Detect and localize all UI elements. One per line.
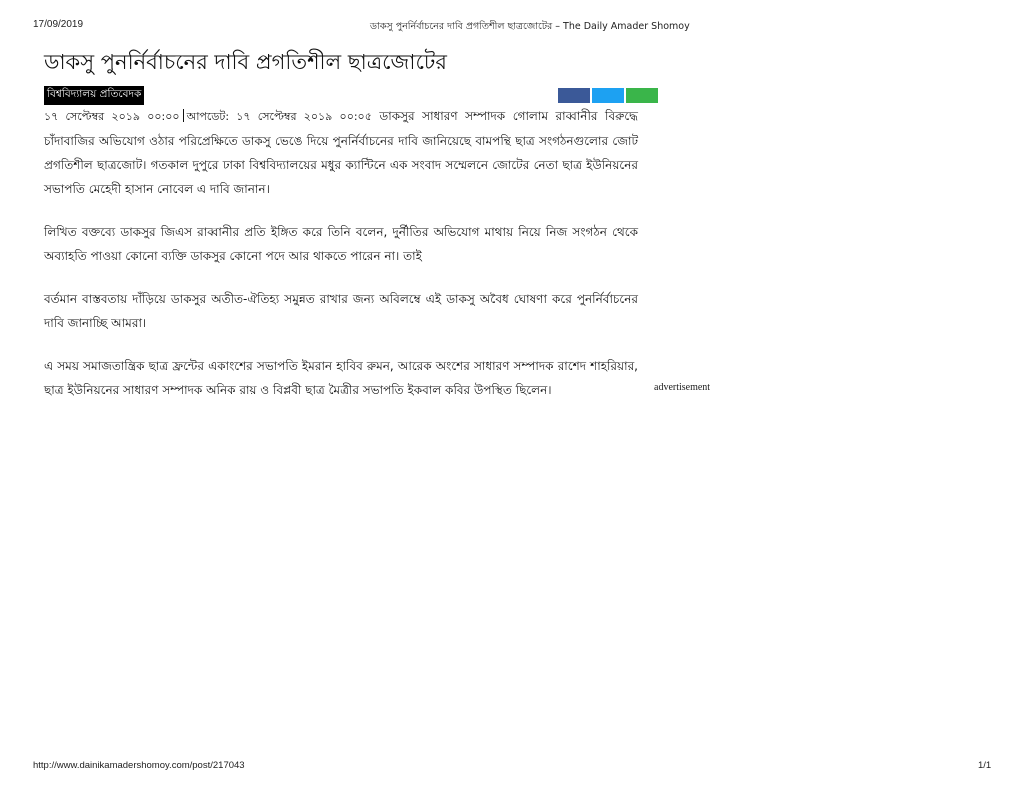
print-page-number: 1/1 <box>978 760 992 771</box>
article-paragraph: এ সময় সমাজতান্ত্রিক ছাত্র ফ্রন্টের একাংশের সভাপতি ইমরান হাবিব রুমন, আরেক অংশের সাধারণ সম্পাদক রাশেদ শাহরিয়ার, ছাত্র ইউনিয়নের সাধারণ সম্পাদক অনিক রায় ও বিপ্লবী ছাত্র মৈত্রীর সভাপতি ইকবাল কবির উপস্থিত ছিলেন। <box>44 359 638 397</box>
dateline-divider <box>183 109 184 122</box>
advertisement-label: advertisement <box>654 382 711 393</box>
print-date: 17/09/2019 <box>33 19 84 30</box>
article-paragraph: বর্তমান বাস্তবতায় দাঁড়িয়ে ডাকসুর অতীত-ঐতিহ্য সমুন্নত রাখার জন্য অবিলম্বে এই ডাকসু অবৈধ ঘোষণা করে পুনর্নির্বাচনের দাবি জানাচ্ছি আমরা। <box>44 292 638 330</box>
update-date: আপডেট: ১৭ সেপ্টেম্বর ২০১৯ ০০:০৫ <box>186 110 372 123</box>
article-paragraph <box>44 104 638 201</box>
twitter-share-button[interactable] <box>592 88 624 103</box>
facebook-share-button[interactable] <box>558 88 590 103</box>
print-footer-url: http://www.dainikamadershomoy.com/post/217043 <box>33 760 245 771</box>
author-badge[interactable]: বিশ্ববিদ্যালয় প্রতিবেদক <box>44 86 144 105</box>
share-bar <box>558 88 658 103</box>
paragraph-text: ডাকসুর সাধারণ সম্পাদক গোলাম রাব্বানীর বিরুদ্ধে চাঁদাবাজির অভিযোগ ওঠার পরিপ্রেক্ষিতে ডাকসু ভেঙে দিয়ে পুনর্নির্বাচনের দাবি জানিয়েছে বামপন্থি ছাত্র সংগঠনগুলোর জোট প্রগতিশীল ছাত্রজোট। গতকাল দুপুরে ঢাকা বিশ্ববিদ্যালয়ের মধুর ক্যান্টিনে এক সংবাদ সম্মেলনে জোটের নেতা ছাত্র ইউনিয়নের সভাপতি মেহেদী হাসান নোবেল এ দাবি জানান। <box>44 109 638 196</box>
whatsapp-share-button[interactable] <box>626 88 658 103</box>
article-headline: ডাকসু পুনর্নির্বাচনের দাবি প্রগতিশীল ছাত্রজোটের <box>44 50 447 74</box>
publish-date: ১৭ সেপ্টেম্বর ২০১৯ ০০:০০ <box>44 110 180 123</box>
article-paragraph: লিখিত বক্তব্যে ডাকসুর জিএস রাব্বানীর প্রতি ইঙ্গিত করে তিনি বলেন, দুর্নীতির অভিযোগ মাথায় নিয়ে নিজ সংগঠন থেকে অব্যাহতি পাওয়া কোনো ব্যক্তি ডাকসুর কোনো পদে আর থাকতে পারেন না। তাই <box>44 225 638 263</box>
print-page-title: ডাকসু পুনর্নির্বাচনের দাবি প্রগতিশীল ছাত্রজোটের – The Daily Amader Shomoy <box>370 21 690 32</box>
article-body <box>44 104 638 421</box>
